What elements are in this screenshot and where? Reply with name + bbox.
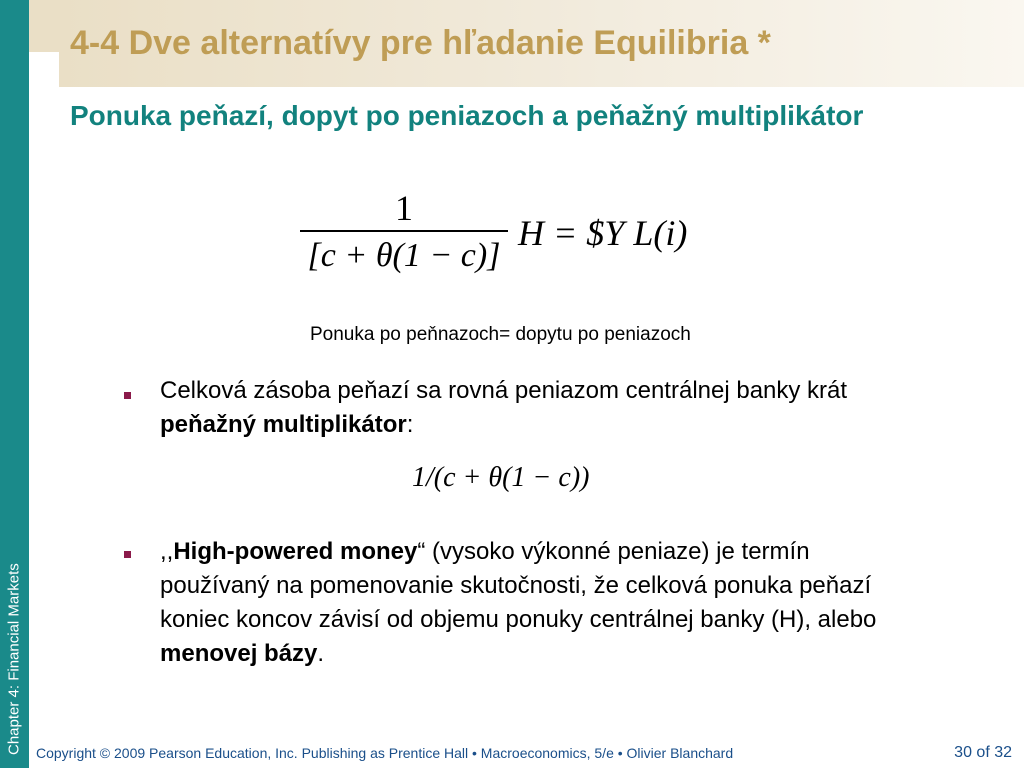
formula-rhs: H = $Y L(i) — [518, 213, 688, 253]
formula-fraction — [300, 188, 508, 278]
multiplier-formula: 1/(c + θ(1 − c)) — [412, 462, 590, 493]
bullet-marker — [124, 392, 131, 399]
slide-title: 4-4 Dve alternatívy pre hľadanie Equilibria * — [70, 24, 771, 62]
formula-denominator: [c + θ(1 − c)] — [307, 237, 501, 274]
formula-caption: Ponuka po peňnazoch= dopytu po peniazoch — [310, 324, 691, 345]
equilibrium-formula — [300, 188, 687, 278]
copyright-footer: Copyright © 2009 Pearson Education, Inc. Publishing as Prentice Hall • Macroeconomics, 5/e • Olivier Blanchard — [36, 745, 734, 761]
bullet-text-1: Celková zásoba peňazí sa rovná peniazom centrálnej banky krát peňažný multiplikátor: — [160, 377, 848, 438]
bullet-marker — [124, 551, 131, 558]
slide-subtitle: Ponuka peňazí, dopyt po peniazoch a peňažný multiplikátor — [70, 100, 864, 131]
chapter-label: Chapter 4: Financial Markets — [5, 563, 23, 755]
formula-numerator: 1 — [395, 188, 413, 228]
title-notch — [29, 0, 59, 52]
bullet-text-2: ,,High-powered money“ (vysoko výkonné peniaze) je termín používaný na pomenovanie skutočnosti, že celková ponuka peňazí koniec koncov závisí od objemu ponuky centrálnej banky (H), alebo menovej bázy. — [160, 538, 877, 667]
page-number: 30 of 32 — [954, 744, 1012, 761]
chapter-label-container — [0, 0, 29, 768]
